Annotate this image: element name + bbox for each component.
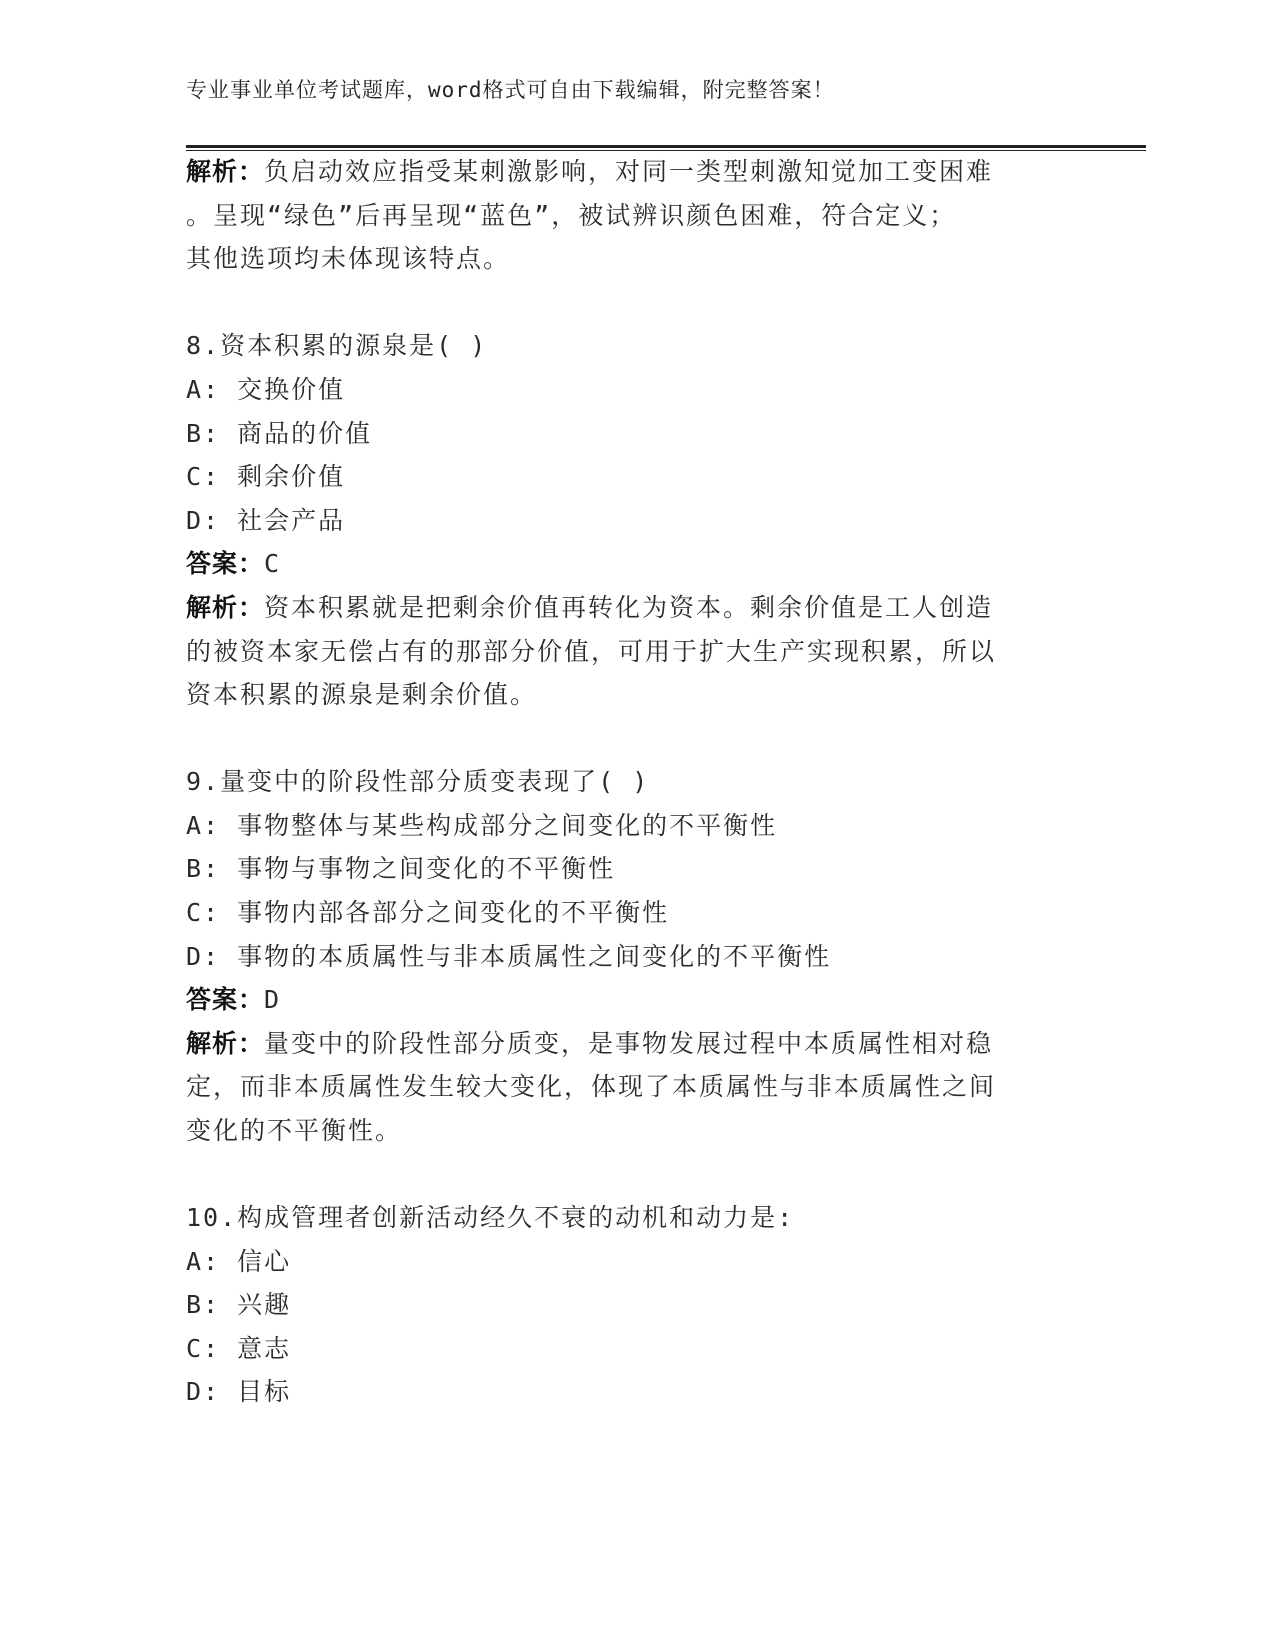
prev-analysis-line-3: 其他选项均未体现该特点。 [186,244,511,273]
prev-analysis-line-1 [186,156,993,188]
analysis-label: 解析： [186,1029,265,1058]
question-8-option-a: A: 交换价值 [186,375,346,404]
analysis-label: 解析： [186,593,265,622]
question-10-option-c: C: 意志 [186,1334,292,1363]
page-header: 专业事业单位考试题库，word格式可自由下载编辑，附完整答案！ [186,78,835,102]
prev-analysis-line-2: 。呈现“绿色”后再呈现“蓝色”，被试辨识颜色困难，符合定义； [186,201,957,230]
question-8-analysis-line-1 [186,592,993,624]
analysis-label: 解析： [186,157,265,186]
answer-value: D [264,985,282,1014]
question-10-option-d: D: 目标 [186,1377,292,1406]
question-9-option-a: A: 事物整体与某些构成部分之间变化的不平衡性 [186,811,778,840]
analysis-text: 资本积累就是把剩余价值再转化为资本。剩余价值是工人创造 [264,593,994,622]
answer-label: 答案： [186,985,265,1014]
question-8-option-b: B: 商品的价值 [186,419,373,448]
question-10-option-a: A: 信心 [186,1247,292,1276]
question-9-analysis-line-2: 定，而非本质属性发生较大变化，体现了本质属性与非本质属性之间 [186,1072,997,1101]
answer-label: 答案： [186,549,265,578]
question-8-answer [186,548,281,580]
question-9-answer [186,984,281,1016]
question-9-stem: 9.量变中的阶段性部分质变表现了( ) [186,767,650,796]
question-9-analysis-line-3: 变化的不平衡性。 [186,1116,403,1145]
answer-value: C [264,549,282,578]
question-8-option-d: D: 社会产品 [186,506,346,535]
header-rule [186,145,1146,151]
question-10-option-b: B: 兴趣 [186,1290,292,1319]
question-8-option-c: C: 剩余价值 [186,462,346,491]
question-8-analysis-line-3: 资本积累的源泉是剩余价值。 [186,680,538,709]
question-9-option-d: D: 事物的本质属性与非本质属性之间变化的不平衡性 [186,942,832,971]
question-8-stem: 8.资本积累的源泉是( ) [186,331,488,360]
analysis-text: 负启动效应指受某刺激影响，对同一类型刺激知觉加工变困难 [264,157,994,186]
analysis-text: 量变中的阶段性部分质变，是事物发展过程中本质属性相对稳 [264,1029,994,1058]
question-8-analysis-line-2: 的被资本家无偿占有的那部分价值，可用于扩大生产实现积累，所以 [186,637,997,666]
question-9-analysis-line-1 [186,1028,993,1060]
question-9-option-c: C: 事物内部各部分之间变化的不平衡性 [186,898,670,927]
question-9-option-b: B: 事物与事物之间变化的不平衡性 [186,854,616,883]
question-10-stem: 10.构成管理者创新活动经久不衰的动机和动力是: [186,1203,795,1232]
